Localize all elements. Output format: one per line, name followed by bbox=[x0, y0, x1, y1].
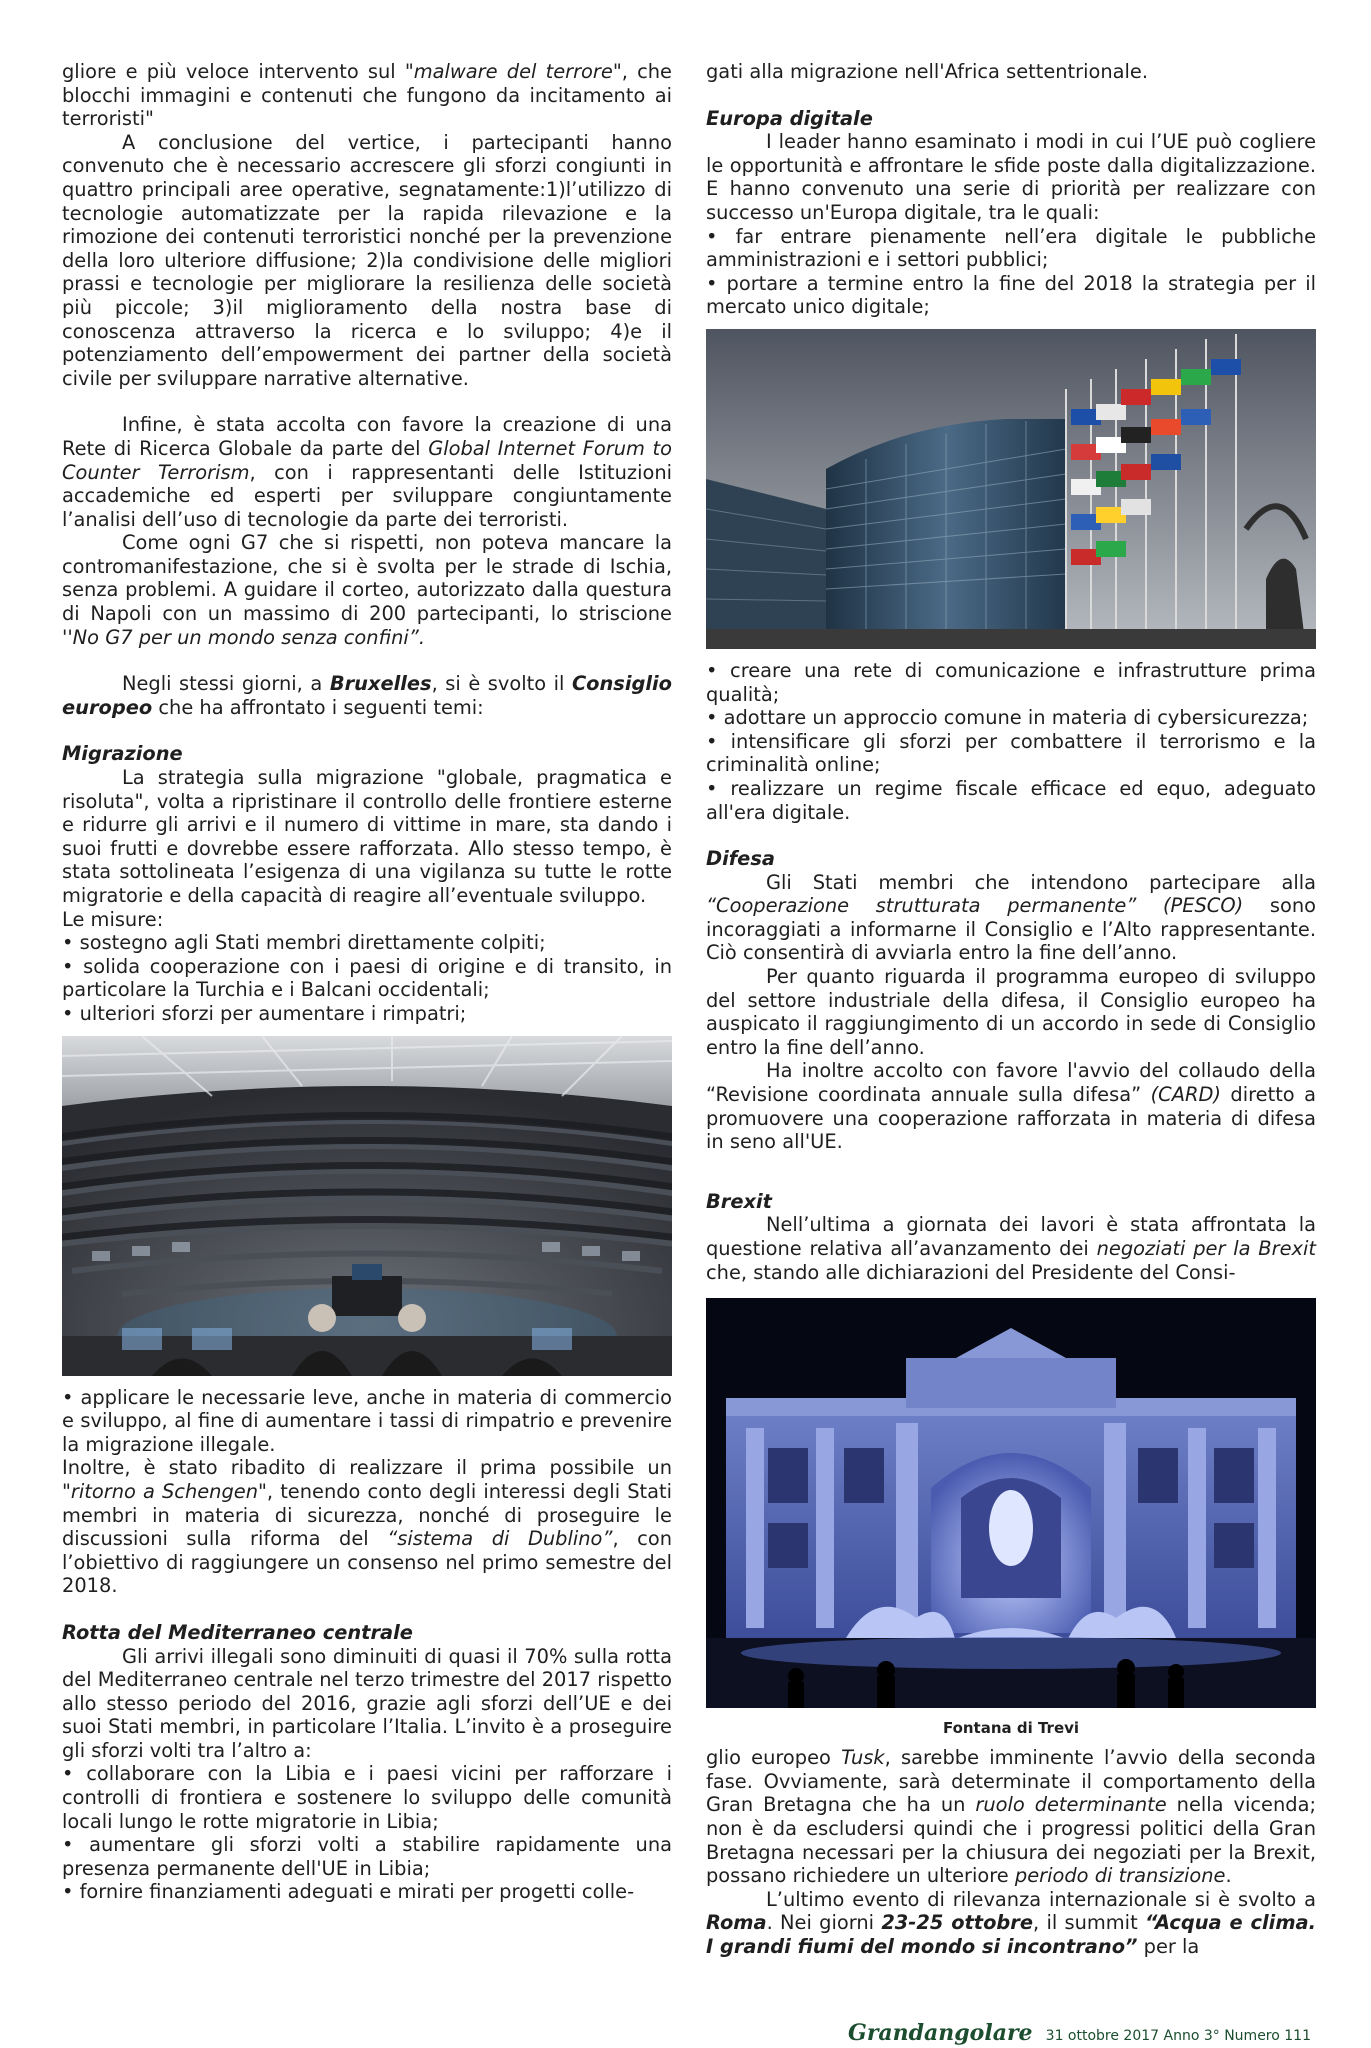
paragraph: Gli arrivi illegali sono diminuiti di quasi il 70% sulla rotta del Mediterraneo centrale nel terzo trimestre del 2017 rispetto allo stesso periodo del 2016, grazie agli sforzi dell’UE e dei suoi Stati membri, in particolare l’Italia. L’invito è a proseguire gli sforzi volti tra l’altro a: bbox=[62, 1644, 672, 1762]
list-item: • fornire finanziamenti adeguati e mirati per progetti colle- bbox=[62, 1880, 672, 1904]
section-heading-difesa: Difesa bbox=[706, 847, 775, 871]
paragraph: gati alla migrazione nell'Africa settentrionale. bbox=[706, 60, 1149, 83]
paragraph: Ha inoltre accolto con favore l'avvio del collaudo della “Revisione coordinata annuale sulla difesa” (CARD) diretto a promuovere una cooperazione rafforzata in materia di difesa in seno all'UE. bbox=[706, 1059, 1317, 1154]
issue-info: 31 ottobre 2017 Anno 3° Numero 111 bbox=[1045, 2028, 1311, 2044]
paragraph: Infine, è stata accolta con favore la creazione di una Rete di Ricerca Globale da parte del Global Internet Forum to Counter Terrorism, con i rappresentanti delle Istituzioni accademiche ed esperti per sviluppare congiuntamente l’analisi dell’uso di tecnologie da parte dei terroristi. bbox=[62, 413, 672, 531]
list-item: • ulteriori sforzi per aumentare i rimpatri; bbox=[62, 1002, 672, 1026]
paragraph: I leader hanno esaminato i modi in cui l’UE può cogliere le opportunità e affrontare le sfide poste dalla digitalizzazione. E hanno convenuto una serie di priorità per realizzare con successo un'Europa digitale, tra le quali: bbox=[706, 130, 1316, 224]
paragraph: A conclusione del vertice, i partecipanti hanno convenuto che è necessario accrescere gli sforzi congiunti in quattro principali aree operative, segnatamente:1)l’utilizzo di tecnologie automatizzate per la rapida rilevazione e la rimozione dei contenuti terroristici nonché per la prevenzione della loro ulteriore diffusione; 2)la condivisione delle migliori prassi e tecnologie per migliorare la resilienza delle società più piccole; 3)il miglioramento della nostra base di conoscenza attraverso la ricerca e lo sviluppo; 4)e il potenziamento dell’empowerment dei partner della società civile per sviluppare narrative alternative. bbox=[62, 130, 672, 390]
paragraph: La strategia sulla migrazione "globale, pragmatica e risoluta", volta a ripristinare il controllo delle frontiere esterne e ridurre gli arrivi e il numero di vittime in mare, sta dando i suoi frutti e dovrebbe essere rafforzata. Allo stesso tempo, è stata sottolineata l’esigenza di una vigilanza su tutte le rotte migratorie e della capacità di reagire all’eventuale sviluppo. bbox=[62, 766, 672, 907]
bullet-list bbox=[706, 659, 1316, 824]
section-heading-rotta: Rotta del Mediterraneo centrale bbox=[62, 1620, 413, 1644]
list-item: • sostegno agli Stati membri direttamente colpiti; bbox=[62, 931, 672, 955]
list-item: • aumentare gli sforzi volti a stabilire rapidamente una presenza permanente dell'UE in Libia; bbox=[62, 1833, 672, 1880]
section-heading-europa-digitale: Europa digitale bbox=[706, 106, 873, 130]
list-item: • realizzare un regime fiscale efficace ed equo, adeguato all'era digitale. bbox=[706, 777, 1316, 824]
bullet-list bbox=[62, 1386, 672, 1457]
building-flags-image bbox=[706, 329, 1316, 649]
paragraph: Le misure: bbox=[62, 907, 164, 931]
magazine-name: Grandangolare bbox=[848, 2020, 1033, 2046]
section-heading-brexit: Brexit bbox=[706, 1189, 772, 1213]
list-item: • far entrare pienamente nell’era digitale le pubbliche amministrazioni e i settori pubblici; bbox=[706, 225, 1316, 272]
trevi-fountain-image bbox=[706, 1298, 1316, 1708]
left-column bbox=[62, 60, 672, 1904]
image-caption: Fontana di Trevi bbox=[942, 1719, 1080, 1738]
trevi-fountain-photo bbox=[706, 1298, 1316, 1708]
paragraph: gliore e più veloce intervento sul "malware del terrore", che blocchi immagini e contenuti che fungono da incitamento ai terroristi" bbox=[62, 60, 672, 131]
bullet-list bbox=[62, 931, 672, 1025]
list-item: • solida cooperazione con i paesi di origine e di transito, in particolare la Turchia e i Balcani occidentali; bbox=[62, 955, 672, 1002]
paragraph: L’ultimo evento di rilevanza internazionale si è svolto a Roma. Nei giorni 23-25 ottobre, il summit “Acqua e clima. I grandi fiumi del mondo si incontrano” per la bbox=[706, 1887, 1316, 1958]
list-item: • collaborare con la Libia e i paesi vicini per rafforzare i controlli di frontiera e sostenere lo sviluppo delle comunità locali lungo le rotte migratorie in Libia; bbox=[62, 1762, 672, 1833]
right-column bbox=[706, 60, 1316, 1959]
paragraph: glio europeo Tusk, sarebbe imminente l’avvio della seconda fase. Ovviamente, sarà determinate il comportamento della Gran Bretagna che ha un ruolo determinante nella vicenda; non è da escludersi quindi che i progressi politici della Gran Bretagna necessari per la chiusura dei negoziati per la Brexit, possano richiedere un ulteriore periodo di transizione. bbox=[706, 1746, 1316, 1888]
paragraph: Gli Stati membri che intendono partecipare alla “Cooperazione strutturata permanente” (PESCO) sono incoraggiati a informarne il Consiglio e l’Alto rappresentante. Ciò consentirà di avviarla entro la fine dell’anno. bbox=[706, 870, 1316, 965]
list-item: • applicare le necessarie leve, anche in materia di commercio e sviluppo, al fine di aumentare i tassi di rimpatrio e prevenire la migrazione illegale. bbox=[62, 1386, 672, 1457]
paragraph: Negli stessi giorni, a Bruxelles, si è svolto il Consiglio europeo che ha affrontato i seguenti temi: bbox=[62, 672, 672, 719]
parliament-chamber-image bbox=[62, 1036, 672, 1376]
list-item: • adottare un approccio comune in materia di cybersicurezza; bbox=[706, 706, 1316, 730]
list-item: • portare a termine entro la fine del 2018 la strategia per il mercato unico digitale; bbox=[706, 272, 1316, 319]
section-heading-migrazione: Migrazione bbox=[62, 742, 183, 766]
page-footer bbox=[848, 2020, 1311, 2046]
parliament-photo bbox=[62, 1036, 672, 1376]
list-item: • creare una rete di comunicazione e infrastrutture prima qualità; bbox=[706, 659, 1316, 706]
bullet-list bbox=[62, 1762, 672, 1904]
paragraph: Come ogni G7 che si rispetti, non poteva mancare la contromanifestazione, che si è svolta per le strade di Ischia, senza problemi. A guidare il corteo, autorizzato dalla questura di Napoli con un massimo di 200 partecipanti, lo striscione ''No G7 per un mondo senza confini”. bbox=[62, 531, 672, 649]
european-parliament-building-photo bbox=[706, 329, 1316, 649]
paragraph: Inoltre, è stato ribadito di realizzare il prima possibile un "ritorno a Schengen", tenendo conto degli interessi degli Stati membri in materia di sicurezza, nonché di proseguire le discussioni sulla riforma del “sistema di Dublino”, con l’obiettivo di raggiungere un consenso nel primo semestre del 2018. bbox=[62, 1456, 672, 1598]
paragraph: Per quanto riguarda il programma europeo di sviluppo del settore industriale della difesa, il Consiglio europeo ha auspicato il raggiungimento di un accordo in sede di Consiglio entro la fine dell’anno. bbox=[706, 965, 1316, 1059]
paragraph: Nell’ultima a giornata dei lavori è stata affrontata la questione relativa all’avanzamento dei negoziati per la Brexit che, stando alle dichiarazioni del Presidente del Consi- bbox=[706, 1213, 1316, 1284]
bullet-list bbox=[706, 225, 1316, 319]
list-item: • intensificare gli sforzi per combattere il terrorismo e la criminalità online; bbox=[706, 730, 1316, 777]
